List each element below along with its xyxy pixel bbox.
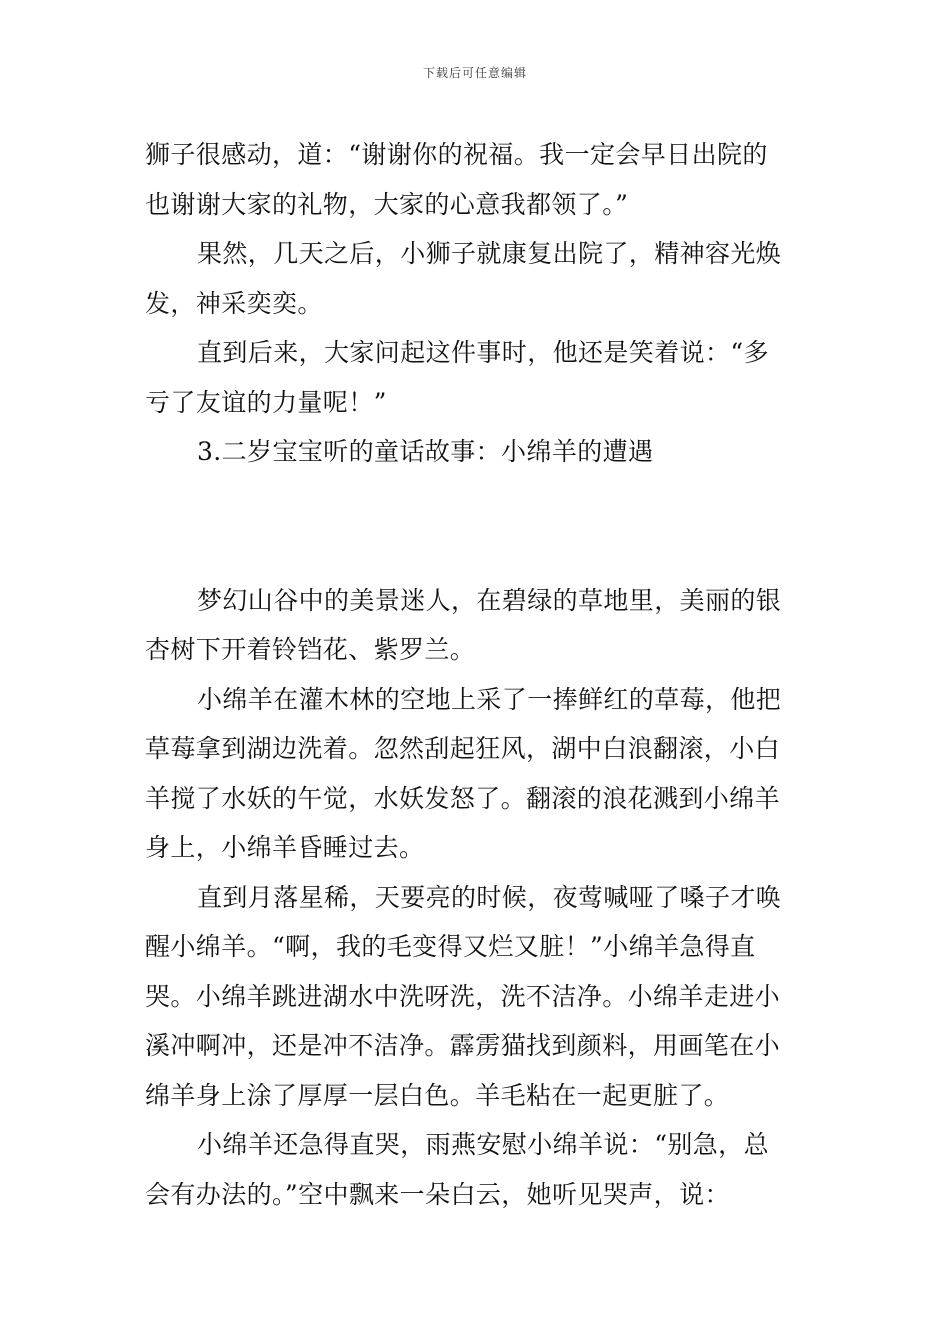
text-line: 溪冲啊冲，还是冲不洁净。霹雳猫找到颜料，用画笔在小 xyxy=(145,1031,781,1060)
text-line: 草莓拿到湖边洗着。忽然刮起狂风，湖中白浪翻滚，小白 xyxy=(145,734,781,763)
blank-line xyxy=(145,526,809,576)
paragraph-start-line: 梦幻山谷中的美景迷人，在碧绿的草地里，美丽的银 xyxy=(197,585,782,615)
text-line: 杏树下开着铃铛花、紫罗兰。 xyxy=(145,635,476,664)
blank-line xyxy=(145,477,809,527)
text-line: 羊搅了水妖的午觉，水妖发怒了。翻滚的浪花溅到小绵羊 xyxy=(145,783,781,813)
text-line: 亏了友谊的力量呢！” xyxy=(145,387,387,417)
text-line: 哭。小绵羊跳进湖水中洗呀洗，洗不洁净。小绵羊走进小 xyxy=(145,981,781,1011)
paragraph-start-line: 直到月落星稀，天要亮的时候，夜莺喊哑了嗓子才唤 xyxy=(197,882,782,912)
text-line: 也谢谢大家的礼物，大家的心意我都领了。” xyxy=(145,189,629,219)
paragraph-start-line: 直到后来，大家问起这件事时，他还是笑着说：“多 xyxy=(197,338,769,367)
paragraph-start-line: 小绵羊在灌木林的空地上采了一捧鲜红的草莓，他把 xyxy=(197,684,782,714)
text-line: 身上，小绵羊昏睡过去。 xyxy=(145,833,425,862)
paragraph-start-line: 小绵羊还急得直哭，雨燕安慰小绵羊说：“别急，总 xyxy=(197,1130,769,1159)
text-line: 发，神采奕奕。 xyxy=(145,288,323,318)
text-line: 狮子很感动，道：“谢谢你的祝福。我一定会早日出院的 xyxy=(145,140,768,169)
paragraph-start-line: 果然，几天之后，小狮子就康复出院了，精神容光焕 xyxy=(197,239,782,268)
text-line: 绵羊身上涂了厚厚一层白色。羊毛粘在一起更脏了。 xyxy=(145,1080,730,1110)
text-line: 醒小绵羊。“啊，我的毛变得又烂又脏！”小绵羊急得直 xyxy=(145,932,756,961)
page-header: 下载后可任意编辑 xyxy=(422,66,527,80)
section-heading: 3.二岁宝宝听的童话故事：小绵羊的遭遇 xyxy=(197,437,654,466)
body-text xyxy=(145,130,809,1219)
text-line: 会有办法的。”空中飘来一朵白云，她听见哭声，说： xyxy=(145,1179,730,1209)
